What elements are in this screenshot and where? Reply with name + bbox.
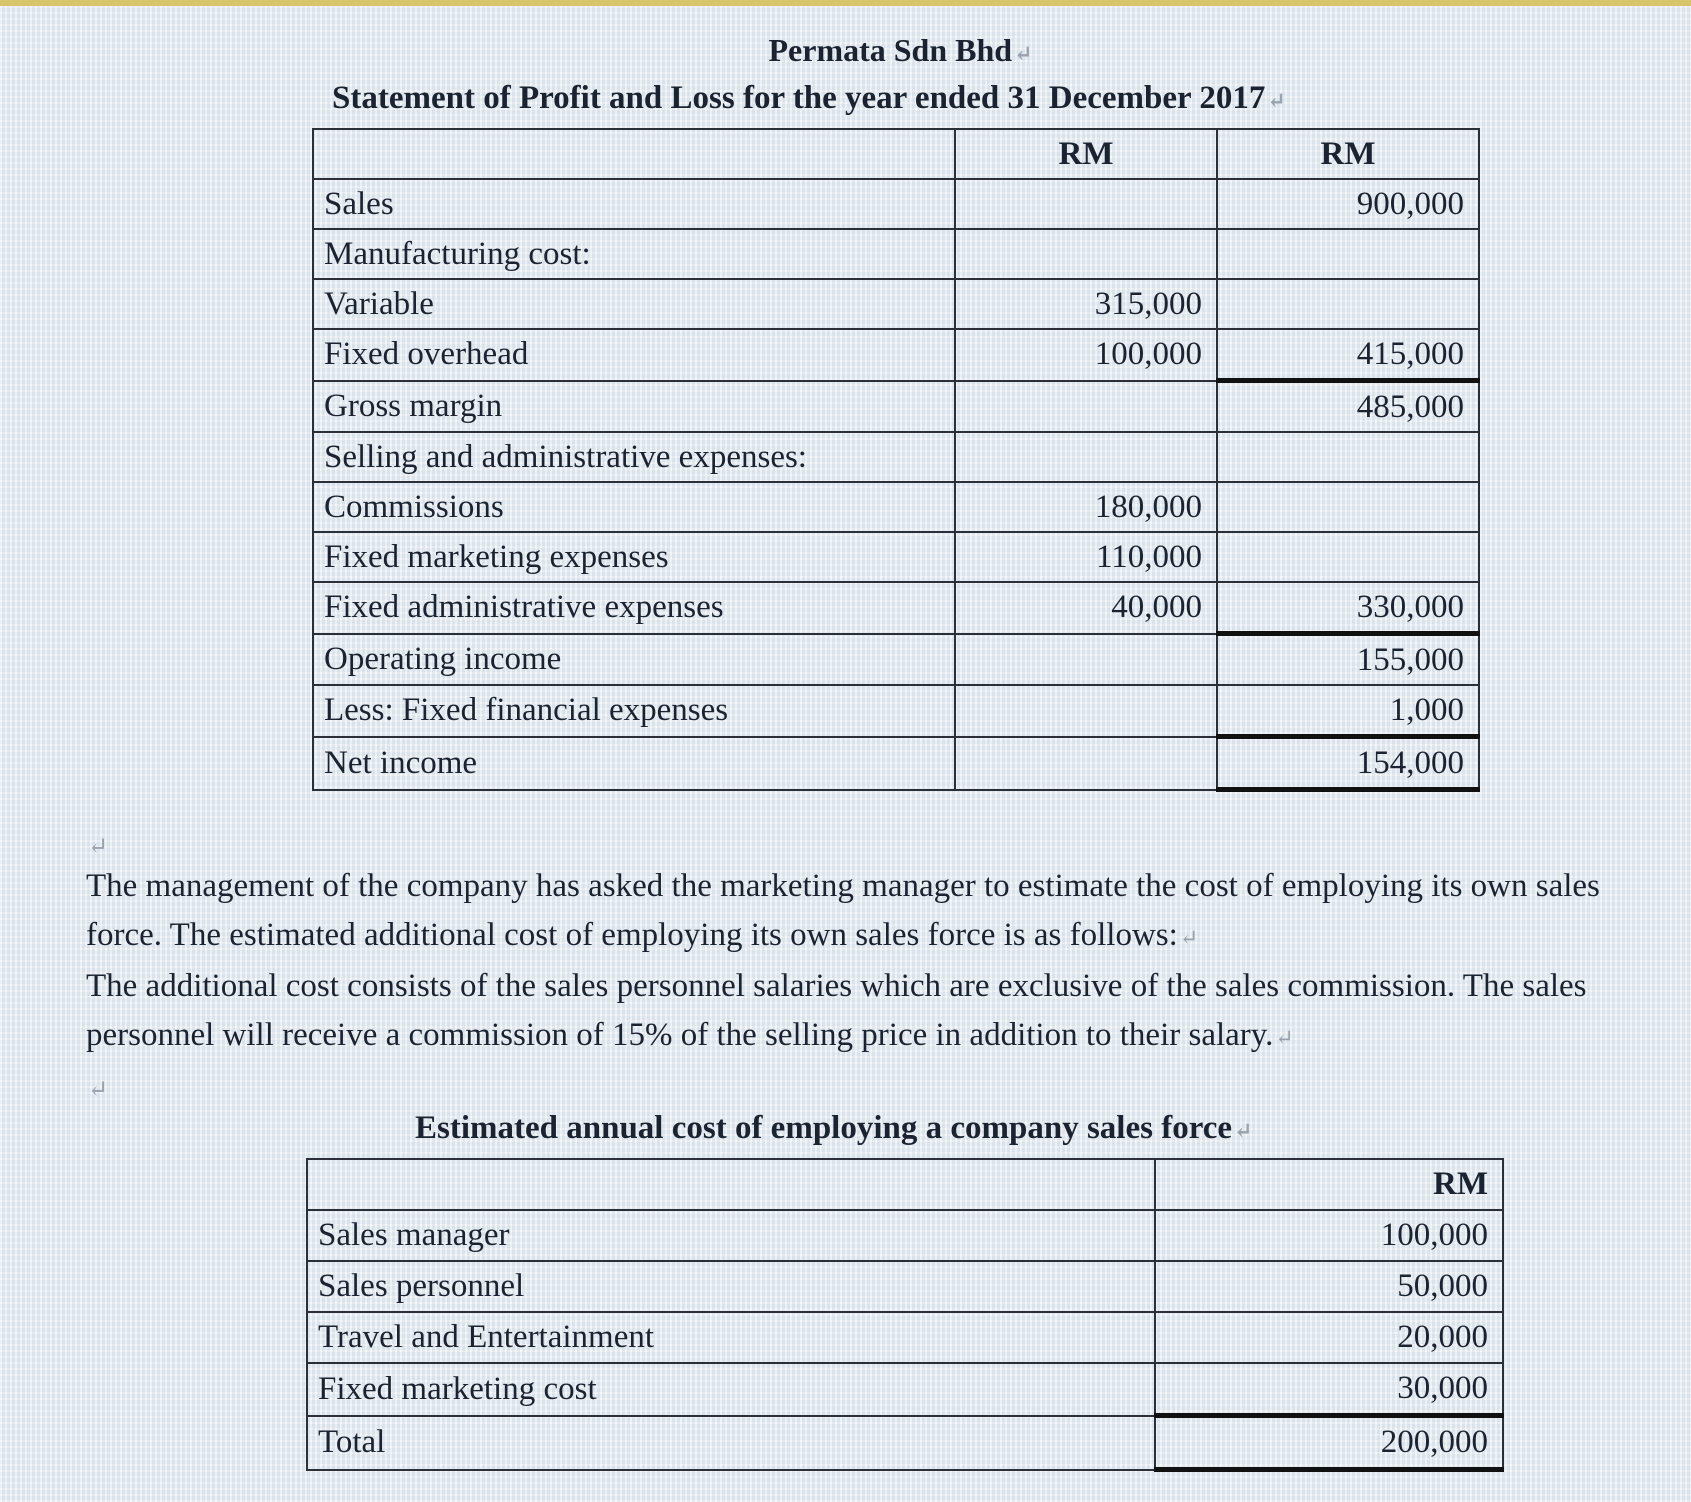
profit-loss-table [312,128,1480,792]
table-row [313,582,1479,634]
row-value: 200,000 [1155,1416,1503,1470]
paragraph-mark: ↵ [88,834,109,860]
company-title: Permata Sdn Bhd↵ [768,32,1033,68]
row-label: Selling and administrative expenses: [313,432,955,482]
row-label: Sales manager [307,1210,1155,1261]
estimated-cost-title: Estimated annual cost of employing a company sales force↵ [415,1110,1253,1146]
table-row [313,685,1479,737]
row-value-col1 [955,737,1217,790]
body-paragraph [86,862,1646,1062]
row-value-col2: 1,000 [1217,685,1479,737]
table-row [313,432,1479,482]
table-row [313,329,1479,381]
row-label: Operating income [313,634,955,686]
header-cell: RM [1217,129,1479,179]
row-label: Total [307,1416,1155,1470]
row-value-col2: 155,000 [1217,634,1479,686]
row-label: Fixed marketing cost [307,1363,1155,1416]
row-value-col1 [955,432,1217,482]
row-value-col2: 415,000 [1217,329,1479,381]
table-row [313,737,1479,790]
row-value: 100,000 [1155,1210,1503,1261]
row-value-col2 [1217,432,1479,482]
row-label: Travel and Entertainment [307,1312,1155,1363]
table-header-row [307,1159,1503,1210]
row-value-col1: 110,000 [955,532,1217,582]
row-value-col2 [1217,532,1479,582]
paragraph-mark: ↵ [88,1077,109,1103]
row-label: Net income [313,737,955,790]
row-value-col2: 154,000 [1217,737,1479,790]
table-header-row [313,129,1479,179]
row-value-col1 [955,229,1217,279]
row-value-col1 [955,634,1217,686]
row-value-col1: 40,000 [955,582,1217,634]
row-label: Fixed marketing expenses [313,532,955,582]
top-edge-bar [0,0,1691,6]
estimated-cost-table [306,1158,1504,1472]
row-label: Manufacturing cost: [313,229,955,279]
row-value-col1 [955,381,1217,433]
row-value-col1: 315,000 [955,279,1217,329]
row-label: Variable [313,279,955,329]
paragraph-line: The additional cost consists of the sales personnel salaries which are exclusive of the sales commission. The sales personnel will receive a commission of 15% of the selling price in addition to their salary.↵ [86,968,1587,1053]
table-row [313,279,1479,329]
header-cell [307,1159,1155,1210]
table-row [307,1416,1503,1470]
row-value-col1 [955,685,1217,737]
table-row [313,482,1479,532]
row-value-col1 [955,179,1217,229]
row-label: Sales personnel [307,1261,1155,1312]
table-row [313,229,1479,279]
table-row [313,532,1479,582]
table-row [313,179,1479,229]
row-label: Less: Fixed financial expenses [313,685,955,737]
row-value-col2 [1217,229,1479,279]
row-value: 30,000 [1155,1363,1503,1416]
header-cell [313,129,955,179]
row-value-col2 [1217,482,1479,532]
table-row [307,1312,1503,1363]
row-value-col1: 100,000 [955,329,1217,381]
row-value-col1: 180,000 [955,482,1217,532]
table-row [307,1363,1503,1416]
header-cell: RM [955,129,1217,179]
table-row [313,381,1479,433]
row-label: Sales [313,179,955,229]
table-row [313,634,1479,686]
table-row [307,1261,1503,1312]
row-value-col2 [1217,279,1479,329]
header-cell: RM [1155,1159,1503,1210]
row-value-col2: 900,000 [1217,179,1479,229]
row-value: 20,000 [1155,1312,1503,1363]
row-value: 50,000 [1155,1261,1503,1312]
row-label: Fixed administrative expenses [313,582,955,634]
row-label: Commissions [313,482,955,532]
table-row [307,1210,1503,1261]
row-label: Fixed overhead [313,329,955,381]
row-value-col2: 330,000 [1217,582,1479,634]
statement-title: Statement of Profit and Loss for the year ended 31 December 2017↵ [332,80,1286,116]
row-label: Gross margin [313,381,955,433]
paragraph-line: The management of the company has asked the marketing manager to estimate the cost of employing its own sales force. The estimated additional cost of employing its own sales force is as follows:↵ [86,868,1600,953]
row-value-col2: 485,000 [1217,381,1479,433]
